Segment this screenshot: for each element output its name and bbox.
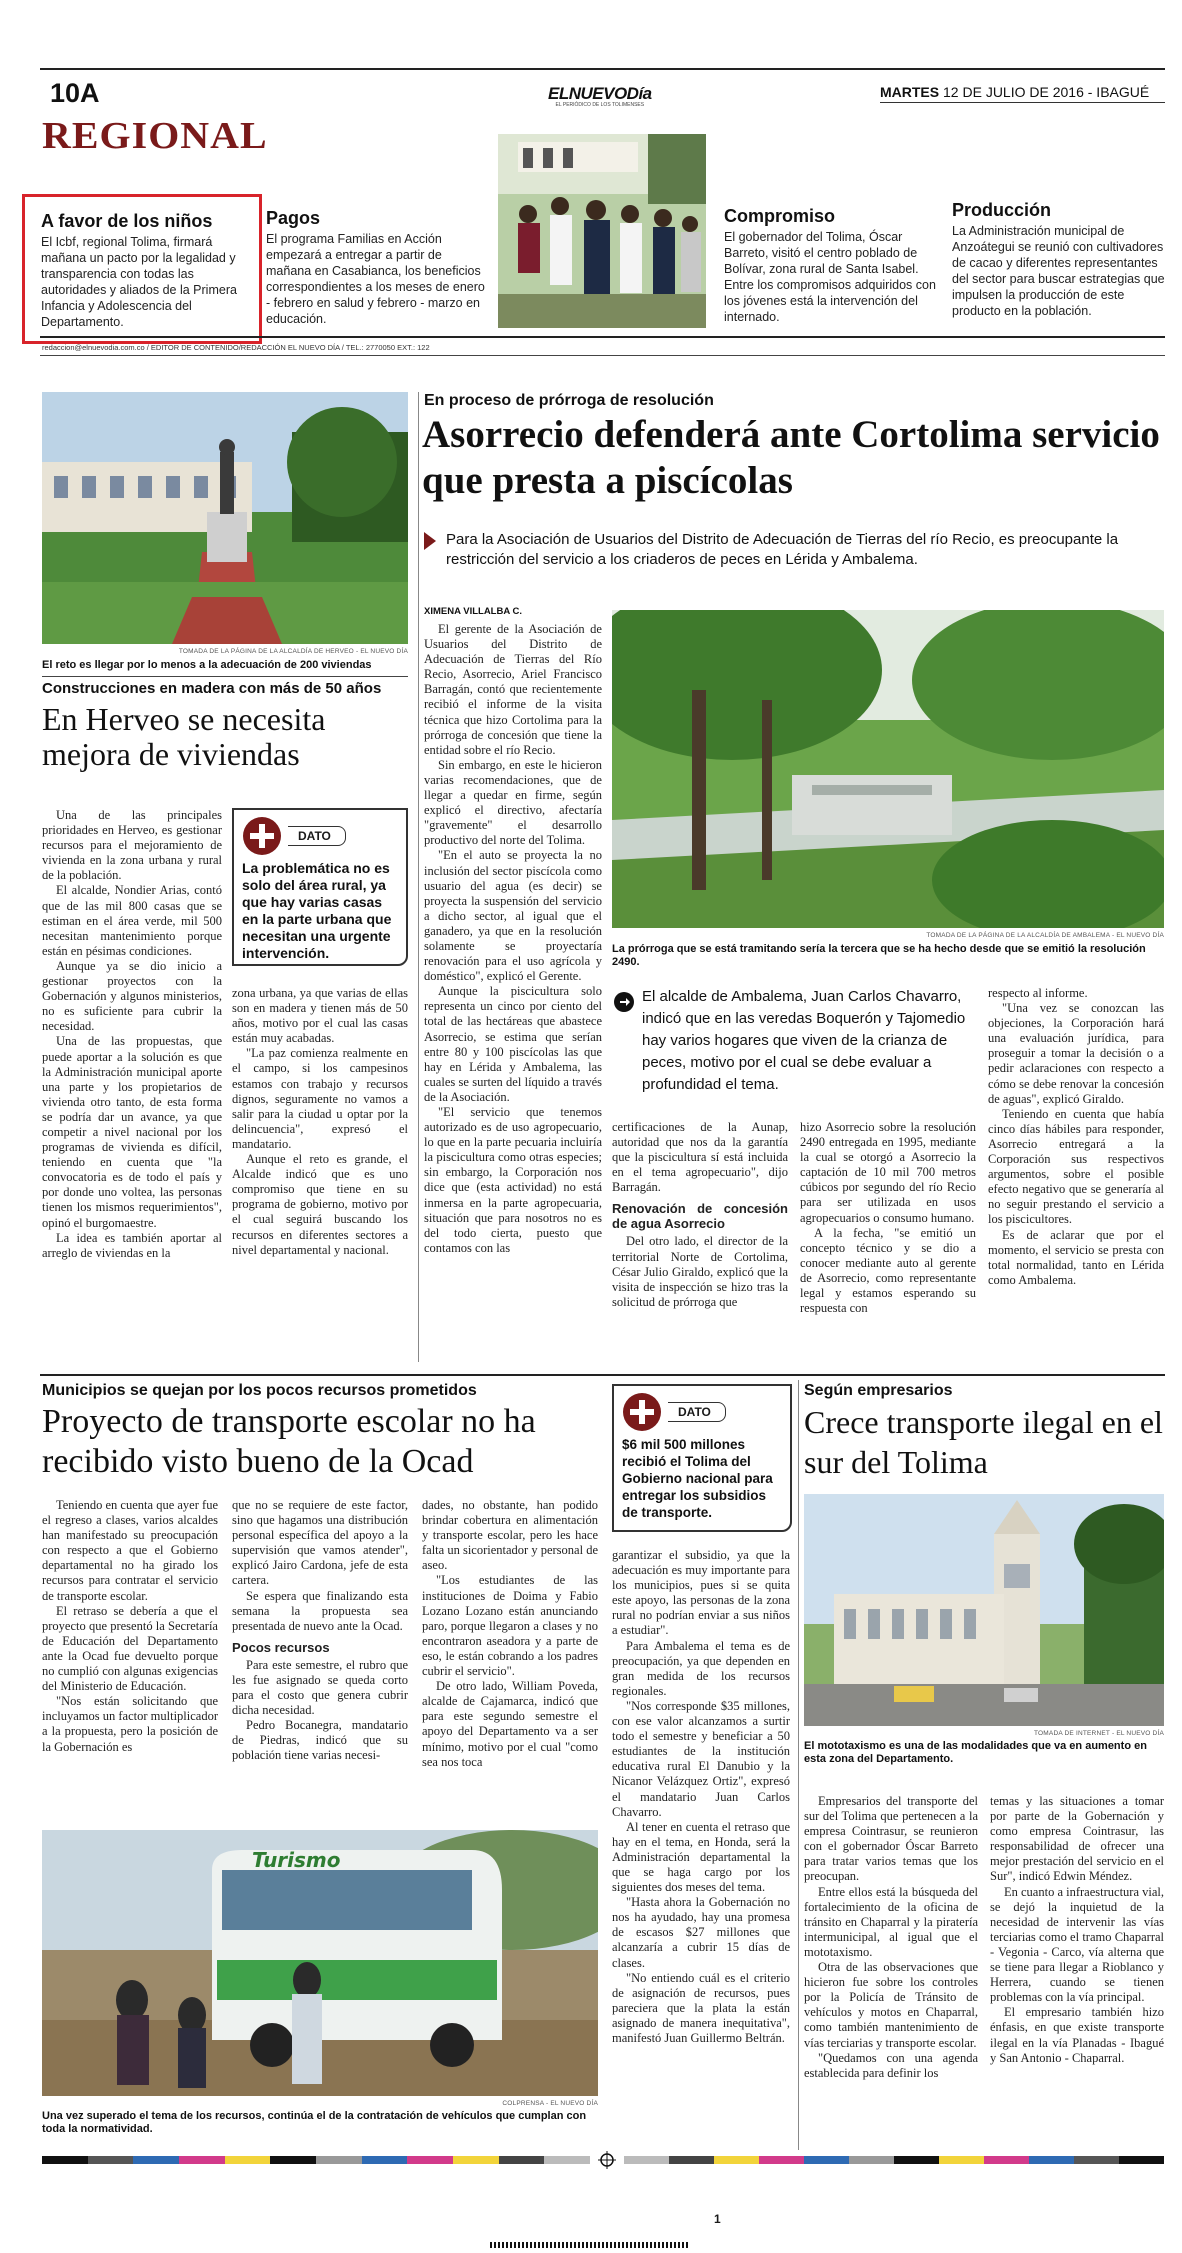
subhead: Renovación de concesión de agua Asorrecio: [612, 1201, 788, 1232]
photo-river: [612, 610, 1164, 928]
ilegal-col1: Empresarios del transporte del sur del Tolima que pertenecen a la empresa Cointrasur, se reunieron con el gobernador Óscar Barreto para tratar varios temas que los preocupan. Entre ellos está la búsqueda del fortalecimiento de la oficina de tránsito en Chaparral y la piratería intermunicipal, al igual que el mototaxismo. Otra de las observaciones que hicieron fue sobre los controles por la Policía de Tránsito de vehículos y motos en Chaparral, como también mantenimiento de vías terciarias y transporte escolar. "Quedamos con una agenda establecida para definir los: [804, 1794, 978, 2080]
article-kicker: Según empresarios: [804, 1382, 953, 1399]
brief-text: La Administración municipal de Anzoátegui se reunió con cultivadores de cacao y diferentes representantes del sector para buscar estrategias que impulsen la producción de este producto en la población.: [952, 224, 1165, 318]
contact-rule: [40, 355, 1165, 356]
issue-date: MARTES 12 DE JULIO DE 2016 - IBAGUÉ: [880, 84, 1150, 100]
brief-ninos: [22, 194, 262, 344]
deck-arrow: [424, 532, 436, 554]
briefs-rule: [40, 336, 1165, 338]
section-title: REGIONAL: [42, 115, 268, 157]
footer-barcode: [490, 2242, 690, 2248]
brief-text: El programa Familias en Acción empezará a entregar a partir de mañana en Casabianca, los beneficios correspondientes a los meses de enero - febrero en salud y febrero - marzo en educación.: [266, 232, 485, 326]
brief-text: El gobernador del Tolima, Óscar Barreto, visitó el centro poblado de Bolívar, zona rural de Santa Isabel. Entre los compromisos adquiridos con los jóvenes está la intervención del internado.: [724, 230, 936, 324]
page-number: 10A: [50, 78, 100, 108]
photo-caption: El mototaxismo es una de las modalidades que va en aumento en esta zona del Departamento.: [804, 1740, 1147, 1765]
brief-title: Pagos: [266, 208, 321, 228]
dato-label: DATO: [668, 1402, 726, 1422]
brief-compromiso: [724, 206, 936, 325]
header-rule: [880, 102, 1165, 103]
article-kicker: Municipios se quejan por los pocos recursos prometidos: [42, 1382, 477, 1399]
asorrecio-col2: certificaciones de la Aunap, autoridad que nos da la garantía que la piscicultura sí está incluida en el tema agropecuario", dijo Barragán. Renovación de concesión de agua Asorrecio Del otro lado, el director de la territorial Norte de Cortolima, César Julio Giraldo, explicó que la visita de inspección se hizo tras la solicitud de prórroga que: [612, 1120, 788, 1309]
photo-caption: La prórroga que se está tramitando sería la tercera que se ha hecho desde que se emitió la resolución 2490.: [612, 943, 1146, 968]
brief-title: Compromiso: [724, 206, 836, 226]
photo-credit: TOMADA DE LA PÁGINA DE LA ALCALDÍA DE HERVEO - EL NUEVO DÍA: [178, 648, 408, 655]
pullquote-arrow: [614, 992, 634, 1016]
brief-pagos: [266, 208, 488, 327]
photo-bus: [42, 1830, 598, 2096]
herveo-col1: Una de las principales prioridades en Herveo, es gestionar recursos para el mejoramiento de vivienda en la zona urbana y rural de la población. El alcalde, Nondier Arias, contó que de las mil 800 casas que se estiman en el área verde, mil 500 necesitan mantenimiento porque están en pésimas condiciones. Aunque ya se dio inicio a gestionar proyectos con la Gobernación y algunos ministerios, no es suficiente para cubrir la necesidad. Una de las propuestas, que puede aportar a la solución es que la Administración municipal aporte una parte y los propietarios de vivienda otro tanto, de esta forma se podría dar un avance, ya que competir a nivel nacional por los programas de vivienda es difícil, teniendo en cuenta que "la convocatoria es de todo el país y por donde uno voltea, las personas tienen los mismos requerimientos", opinó el burgomaestre. La idea es también aportar al arreglo de viviendas en la: [42, 808, 222, 1260]
photo-caption: Una vez superado el tema de los recursos, continúa el de la contratación de vehículos que cumplan con toda la normatividad.: [42, 2110, 587, 2135]
article-headline: Proyecto de transporte escolar no ha recibido visto bueno de la Ocad: [42, 1403, 536, 1480]
escolar-col4: garantizar el subsidio, ya que la adecuación es muy importante para los municipios, pues si se quita este apoyo, las personas de la zona rural no podrían enviar a sus niños a estudiar". Para Ambalema el tema es de preocupación, ya que dependen en gran medida de los recursos regionales. "Nos corresponde $35 millones, con ese valor alcanzamos a surtir todo el semestre y beneficiar a 50 estudiantes de la institución educativa rural El Danubio y la Nicanor Velázquez Ortiz", expresó el mandatario Juan Carlos Chavarro. Al tener en cuenta el retraso que hay en el tema, en Honda, será la Administración departamental la que se haga cargo por los siguientes dos meses del tema. "Hasta ahora la Gobernación no nos ha ayudado, hay una promesa de escasos $27 millones que alcanzaría a cubrir 15 días de clases. "No entiendo cuál es el criterio de asignación de recursos, pues pareciera que la plata la están asignado de manera inequitativa", manifestó Juan Guillermo Beltrán.: [612, 1548, 790, 2045]
pullquote: El alcalde de Ambalema, Juan Carlos Chavarro, indicó que en las veredas Boquerón y Tajomedio hay varios hogares que viven de la crianza de peces, motivo por el cual se debe evaluar a profundidad el tema.: [642, 988, 966, 1093]
article-kicker: Construcciones en madera con más de 50 años: [42, 680, 382, 697]
byline: XIMENA VILLALBA C.: [424, 606, 522, 617]
photo-students: [498, 134, 706, 328]
church-illustration: [804, 1494, 1164, 1726]
photo-church: [804, 1494, 1164, 1726]
dato-icon: [622, 1392, 662, 1432]
brief-produccion: [952, 200, 1166, 319]
footer-page-mark: 1: [714, 2212, 721, 2226]
column-rule: [418, 392, 419, 1362]
top-rule: [40, 68, 1165, 70]
crosshair-icon: [598, 2151, 616, 2169]
bottom-section-rule: [40, 1374, 1165, 1376]
asorrecio-col3: hizo Asorrecio sobre la resolución 2490 entregada en 1995, mediante la cual se otorgó a Asorrecio la captación de 10 mil 700 metros cúbicos por segundo del río Recio para ser utilizada en usos agropecuarios o consumo humano. A la fecha, "se emitió un concepto técnico y se dio a conocer mediante auto al gerente de Asorrecio, como representante legal y estamos esperando su respuesta con: [800, 1120, 976, 1316]
color-registration-bar-left: [42, 2156, 590, 2164]
escolar-col2: que no se requiere de este factor, sino que hagamos una distribución personal específica del apoyo a la supervisión que vamos atender", explicó Jairo Cardona, jefe de esta cartera. Se espera que finalizando esta semana la propuesta sea presentada de nuevo ante la Ocad. Pocos recursos Para este semestre, el rubro que les fue asignado se queda corto para el costo que genera cubrir dicha necesidad. Pedro Bocanegra, mandatario de Piedras, indicó que su población tiene varias necesi-: [232, 1498, 408, 1763]
brief-title: A favor de los niños: [41, 211, 213, 231]
article-deck: Para la Asociación de Usuarios del Distrito de Adecuación de Tierras del río Recio, es preocupante la restricción del servicio a los criaderos de peces en Lérida y Ambalema.: [446, 531, 1119, 568]
arrow-circle-icon: [614, 992, 634, 1012]
dato-text: La problemática no es solo del área rural, ya que hay varias casas en la parte urbana que necesitan una urgente intervención.: [242, 860, 392, 961]
contact-line: redaccion@elnuevodia.com.co / EDITOR DE CONTENIDO/REDACCIÓN EL NUEVO DÍA / TEL.: 2770050 EXT.: 122: [42, 343, 430, 352]
dato-box-transporte: [612, 1384, 792, 1532]
color-registration-bar-right: [624, 2156, 1164, 2164]
bus-illustration: [42, 1830, 598, 2096]
dato-text: $6 mil 500 millones recibió el Tolima del Gobierno nacional para entregar los subsidios de transporte.: [622, 1437, 773, 1520]
photo-herveo-park: [42, 392, 408, 644]
herveo-rule: [42, 676, 408, 677]
asorrecio-col4: respecto al informe. "Una vez se conozcan las objeciones, la Corporación hará una evaluación jurídica, para proseguir a tomar la decisión o a pedir aclaraciones con respecto a cómo se debe renovar la concesión de aguas", explicó Giraldo. Teniendo en cuenta que había cinco días hábiles para responder, Asorrecio entregará a la Corporación sus respectivos argumentos, sobre el posible efecto negativo que se generaría al no seguir prestando el servicio a los piscicultores. Es de aclarar que por el momento, el servicio se presta con total normalidad, tanto en Lérida como Ambalema.: [988, 986, 1164, 1287]
subhead: Pocos recursos: [232, 1639, 330, 1655]
escolar-col1: Teniendo en cuenta que ayer fue el regreso a clases, varios alcaldes han manifestado su preocupación con respecto a que el Gobierno departamental no ha girado los recursos para contratar el servicio de transporte escolar. El retraso se debería a que el proyecto que presentó la Secretaría de Educación del Departamento ante la Ocad fue devuelto porque no cumplió con algunas exigencias del Ministerio de Educación. "Nos están solicitando que incluyamos un factor multiplicador a la propuesta, pero la posición de la Gobernación es: [42, 1498, 218, 1754]
brief-text: El Icbf, regional Tolima, firmará mañana un pacto por la legalidad y transparencia con todas las autoridades y aliados de la Primera Infancia y Adolescencia del Departamento.: [41, 235, 237, 329]
article-headline: Asorrecio defenderá ante Cortolima servicio que presta a piscícolas: [422, 413, 1160, 502]
brief-title: Producción: [952, 200, 1052, 220]
photo-credit: COLPRENSA - EL NUEVO DÍA: [502, 2100, 598, 2107]
park-illustration: [42, 392, 408, 644]
asorrecio-col1: El gerente de la Asociación de Usuarios del Distrito de Adecuación de Tierras del Río Recio, Asorrecio, Ariel Francisco Barragán, contó que recientemente recibió el informe de la visita técnica que hizo Cortolima para la prórroga de concesión que tiene la entidad sobre el río Recio. Sin embargo, en este le hicieron varias recomendaciones, que de llegar a quedar en firme, según explicó el directivo, afectaría "gravemente" el desarrollo productivo del norte del Tolima. "En el auto se proyecta la no inclusión del sector piscícola como usuario del agua (es decir) se proyecta la suspensión del servicio a dicho sector, al igual que el ganadero, ya que en la resolución solamente se proyectaría renovación para el uso agrícola y doméstico", explicó el Gerente. Aunque la piscicultura solo representa un cinco por ciento del total de las hectáreas que abastece Asorrecio, se estima que serían entre 80 y 100 piscícolas las que hay en Lérida y Ambalema, las cuales se surten del líquido a través de la Asociación. "El servicio que tenemos autorizado es de uso agropecuario, lo que en la parte pecuaria incluiría la piscicultura como otras especies; sin embargo, la Corporación nos dice que (esta actividad) no está inmersa en la parte agropecuaria, situación que para nosotros no es del todo cierta, puesto que contamos con las: [424, 622, 602, 1255]
herveo-col2: zona urbana, ya que varias de ellas son en madera y tienen más de 50 años, motivo por el cual las casas están muy acabadas. "La paz comienza realmente en el campo, si los campesinos estamos con trabajo y recursos dignos, seguramente no vamos a salir para la ciudad u optar por la delincuencia", expresó el mandatario. Aunque el reto es grande, el Alcalde indicó que es uno compromiso que tiene en su programa de gobierno, motivo por el cual seguirá buscando los recursos en diferentes sectores a nivel departamental y nacional.: [232, 986, 408, 1257]
newspaper-logo: ELNUEVODía EL PERIÓDICO DE LOS TOLIMENSES: [548, 84, 652, 108]
column-rule: [798, 1380, 799, 2150]
article-headline: En Herveo se necesita mejora de viviendas: [42, 701, 326, 772]
article-headline: Crece transporte ilegal en el sur del Tolima: [804, 1404, 1163, 1480]
river-illustration: [612, 610, 1164, 928]
photo-credit: TOMADA DE LA PÁGINA DE LA ALCALDÍA DE AMBALEMA - EL NUEVO DÍA: [926, 932, 1164, 939]
dato-label: DATO: [288, 826, 346, 846]
dato-icon: [242, 816, 282, 856]
article-kicker: En proceso de prórroga de resolución: [424, 392, 714, 409]
students-illustration: [498, 134, 706, 328]
dato-box-herveo: [232, 808, 408, 966]
photo-caption: El reto es llegar por lo menos a la adecuación de 200 viviendas: [42, 659, 372, 671]
ilegal-col2: temas y las situaciones a tomar por parte de la Gobernación y como empresa Cointrasur, las responsabilidad de ofrecer una mejor prestación del servicio en el Sur", indicó Edwin Méndez. En cuanto a infraestructura vial, se dejó la inquietud de la necesidad de intervenir las vías terciarias como el tramo Chaparral - Vegonia - Carco, vía alterna que se tiene para llegar a Rioblanco y Herrera, cuando se tienen problemas con la vía principal. El empresario también hizo énfasis, en que existe transporte ilegal en la vía Planadas - Ibagué y San Antonio - Chaparral.: [990, 1794, 1164, 2065]
bus-text: Turismo: [252, 1848, 341, 1872]
photo-credit: TOMADA DE INTERNET - EL NUEVO DÍA: [1033, 1730, 1164, 1737]
escolar-col3: dades, no obstante, han podido brindar cobertura en alimentación y transporte escolar, pero les hace falta un sicorientador y personal de aseo. "Los estudiantes de las instituciones de Doima y Fabio Lozano Lozano están anunciando paro, porque llegaron a clases y no encontraron aseadora y a parte de eso, le están cobrando a los padres cubrir el servicio". De otro lado, William Poveda, alcalde de Cajamarca, indicó que para este segundo semestre el apoyo del Departamento va a ser mínimo, motivo por el cual "como sea nos toca: [422, 1498, 598, 1769]
registration-mark: [598, 2151, 616, 2173]
